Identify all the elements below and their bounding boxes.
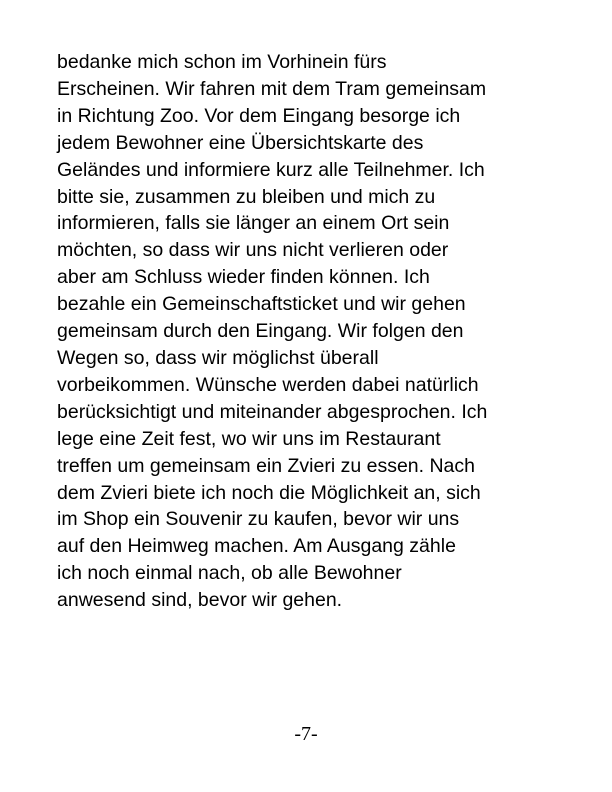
- body-paragraph: [57, 49, 577, 614]
- text-line: dem Zvieri biete ich noch die Möglichkeit an, sich: [57, 481, 481, 504]
- text-line: berücksichtigt und miteinander abgesprochen. Ich: [57, 400, 488, 423]
- text-line: Wegen so, dass wir möglichst überall: [57, 346, 379, 369]
- text-line: anwesend sind, bevor wir gehen.: [57, 589, 343, 612]
- text-line: bitte sie, zusammen zu bleiben und mich zu: [57, 185, 436, 208]
- text-line: bedanke mich schon im Vorhinein fürs: [57, 51, 387, 73]
- text-line: bezahle ein Gemeinschaftsticket und wir gehen: [57, 293, 466, 316]
- text-line: Erscheinen. Wir fahren mit dem Tram gemeinsam: [57, 77, 487, 100]
- text-line: in Richtung Zoo. Vor dem Eingang besorge ich: [57, 104, 461, 127]
- text-line: treffen um gemeinsam ein Zvieri zu essen. Nach: [57, 454, 475, 477]
- text-line: aber am Schluss wieder finden können. Ich: [57, 266, 430, 289]
- text-line: im Shop ein Souvenir zu kaufen, bevor wir uns: [57, 508, 460, 531]
- text-line: Geländes und informiere kurz alle Teilnehmer. Ich: [57, 158, 485, 181]
- text-line: auf den Heimweg machen. Am Ausgang zähle: [57, 535, 456, 558]
- page-number: -7-: [294, 723, 318, 745]
- text-line: jedem Bewohner eine Übersichtskarte des: [57, 131, 424, 154]
- text-line: informieren, falls sie länger an einem Ort sein: [57, 212, 450, 235]
- text-line: lege eine Zeit fest, wo wir uns im Restaurant: [57, 427, 441, 450]
- text-line: möchten, so dass wir uns nicht verlieren oder: [57, 239, 449, 262]
- text-line: vorbeikommen. Wünsche werden dabei natürlich: [57, 373, 479, 396]
- text-line: gemeinsam durch den Eingang. Wir folgen den: [57, 320, 464, 343]
- text-line: ich noch einmal nach, ob alle Bewohner: [57, 562, 402, 585]
